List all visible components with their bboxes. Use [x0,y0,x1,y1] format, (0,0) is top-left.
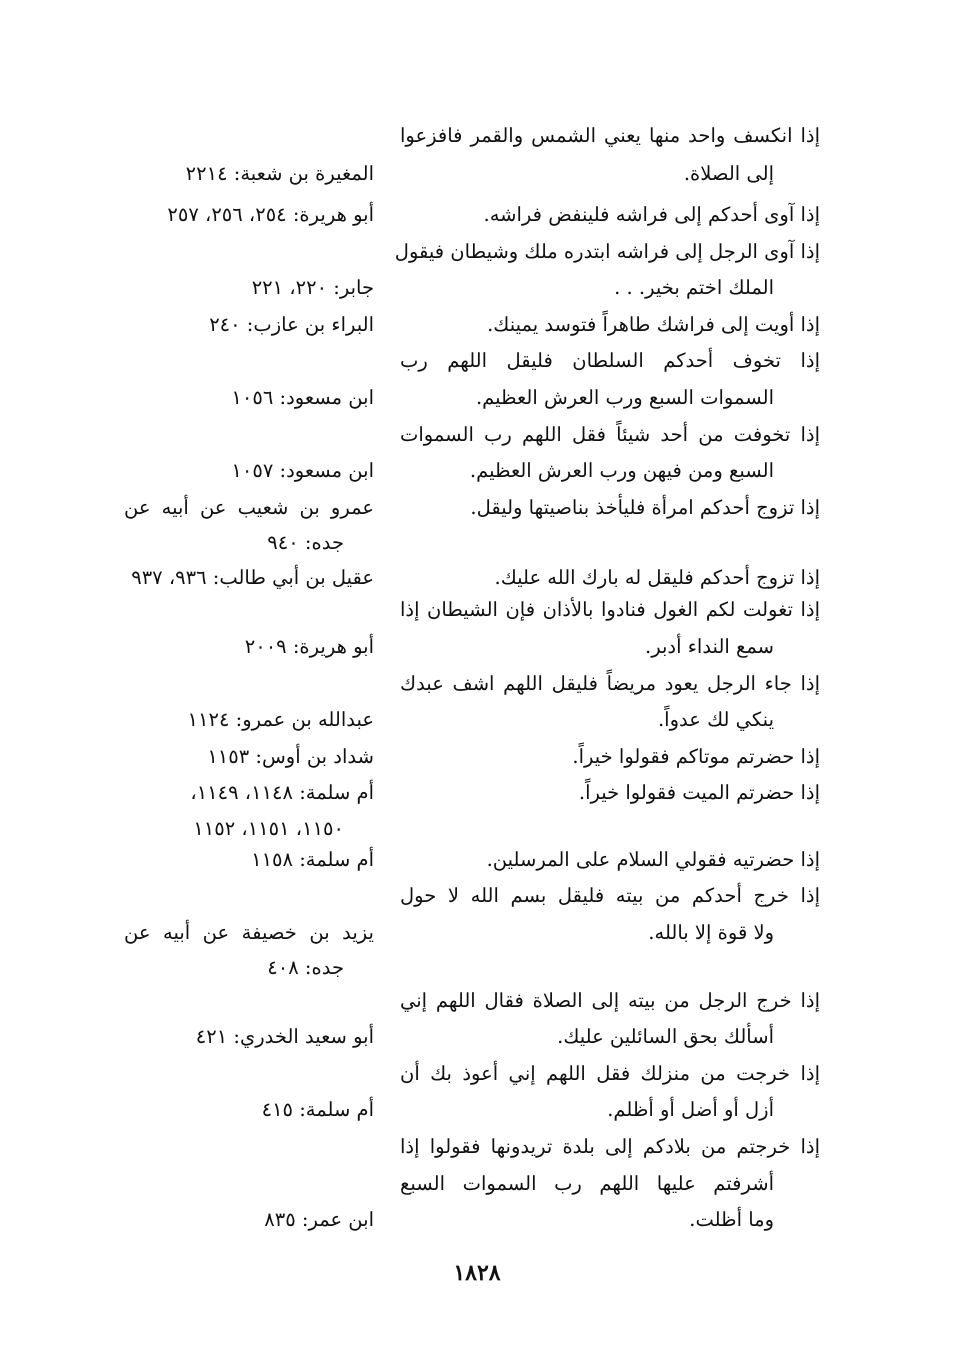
narrator-reference: أم سلمة: ١١٥٨ [251,848,374,871]
hadith-line: إذا خرج الرجل من بيته إلى الصلاة فقال اللهم إني [400,989,820,1012]
hadith-line: إذا خرج أحدكم من بيته فليقل بسم الله لا حول [400,884,820,907]
hadith-line: إذا تخوف أحدكم السلطان فليقل اللهم رب [400,349,820,372]
hadith-line: ينكي لك عدواً. [657,708,774,731]
hadith-line: وما أظلت. [689,1208,774,1231]
hadith-line: إذا انكسف واحد منها يعني الشمس والقمر فافزعوا [400,124,820,147]
hadith-line: إذا خرجتم من بلادكم إلى بلدة تريدونها فقولوا إذا [400,1135,820,1158]
hadith-line: إذا آوى أحدكم إلى فراشه فلينفض فراشه. [483,203,820,226]
hadith-line: إذا جاء الرجل يعود مريضاً فليقل اللهم اشف عبدك [400,672,820,695]
hadith-line: إذا تزوج أحدكم امرأة فليأخذ بناصيتها وليقل. [470,496,820,519]
hadith-line: أزل أو أضل أو أظلم. [607,1098,774,1121]
hadith-line: إلى الصلاة. [683,162,774,185]
narrator-reference: جده: ٩٤٠ [267,531,344,554]
hadith-line: إذا أويت إلى فراشك طاهراً فتوسد يمينك. [487,313,820,336]
narrator-reference: أبو سعيد الخدري: ٤٢١ [195,1025,374,1048]
hadith-line: ولا قوة إلا بالله. [648,921,774,944]
narrator-reference: المغيرة بن شعبة: ٢٢١٤ [185,162,374,185]
narrator-reference: شداد بن أوس: ١١٥٣ [207,745,374,768]
hadith-line: أشرفتم عليها اللهم رب السموات السبع [400,1172,774,1195]
narrator-reference: أم سلمة: ١١٤٨، ١١٤٩، [190,781,374,804]
hadith-line: إذا تزوج أحدكم فليقل له بارك الله عليك. [494,566,820,589]
page-number: ١٨٢٨ [453,1260,501,1286]
narrator-reference: البراء بن عازب: ٢٤٠ [209,313,374,336]
narrator-reference: أم سلمة: ٤١٥ [261,1098,374,1121]
hadith-line: إذا حضرتم موتاكم فقولوا خيراً. [572,745,820,768]
narrator-reference: عبدالله بن عمرو: ١١٢٤ [187,708,374,731]
hadith-line: السبع ومن فيهن ورب العرش العظيم. [469,459,774,482]
hadith-line: الملك اختم بخير. . . [614,276,774,299]
hadith-line: السموات السبع ورب العرش العظيم. [475,386,774,409]
hadith-line: إذا آوى الرجل إلى فراشه ابتدره ملك وشيطان فيقول [394,240,820,263]
narrator-reference: أبو هريرة: ٢٥٤، ٢٥٦، ٢٥٧ [167,203,374,226]
narrator-reference: أبو هريرة: ٢٠٠٩ [244,635,374,658]
hadith-line: سمع النداء أدبر. [645,635,774,658]
hadith-line: إذا حضرتم الميت فقولوا خيراً. [578,781,820,804]
narrator-reference: عمرو بن شعيب عن أبيه عن [124,496,374,519]
hadith-line: إذا تخوفت من أحد شيئاً فقل اللهم رب السموات [400,423,820,446]
narrator-reference: عقيل بن أبي طالب: ٩٣٦، ٩٣٧ [131,566,374,589]
narrator-reference: ابن عمر: ٨٣٥ [264,1208,374,1231]
narrator-reference: ابن مسعود: ١٠٥٧ [231,459,374,482]
hadith-line: إذا حضرتيه فقولي السلام على المرسلين. [486,848,820,871]
hadith-line: أسألك بحق السائلين عليك. [557,1025,774,1048]
hadith-line: إذا خرجت من منزلك فقل اللهم إني أعوذ بك أن [400,1062,820,1085]
hadith-line: إذا تغولت لكم الغول فنادوا بالأذان فإن الشيطان إذا [400,598,820,621]
narrator-reference: يزيد بن خصيفة عن أبيه عن [124,921,374,944]
narrator-reference: جده: ٤٠٨ [267,956,344,979]
narrator-reference: ١١٥٠، ١١٥١، ١١٥٢ [193,817,344,840]
narrator-reference: جابر: ٢٢٠، ٢٢١ [251,276,374,299]
narrator-reference: ابن مسعود: ١٠٥٦ [231,386,374,409]
